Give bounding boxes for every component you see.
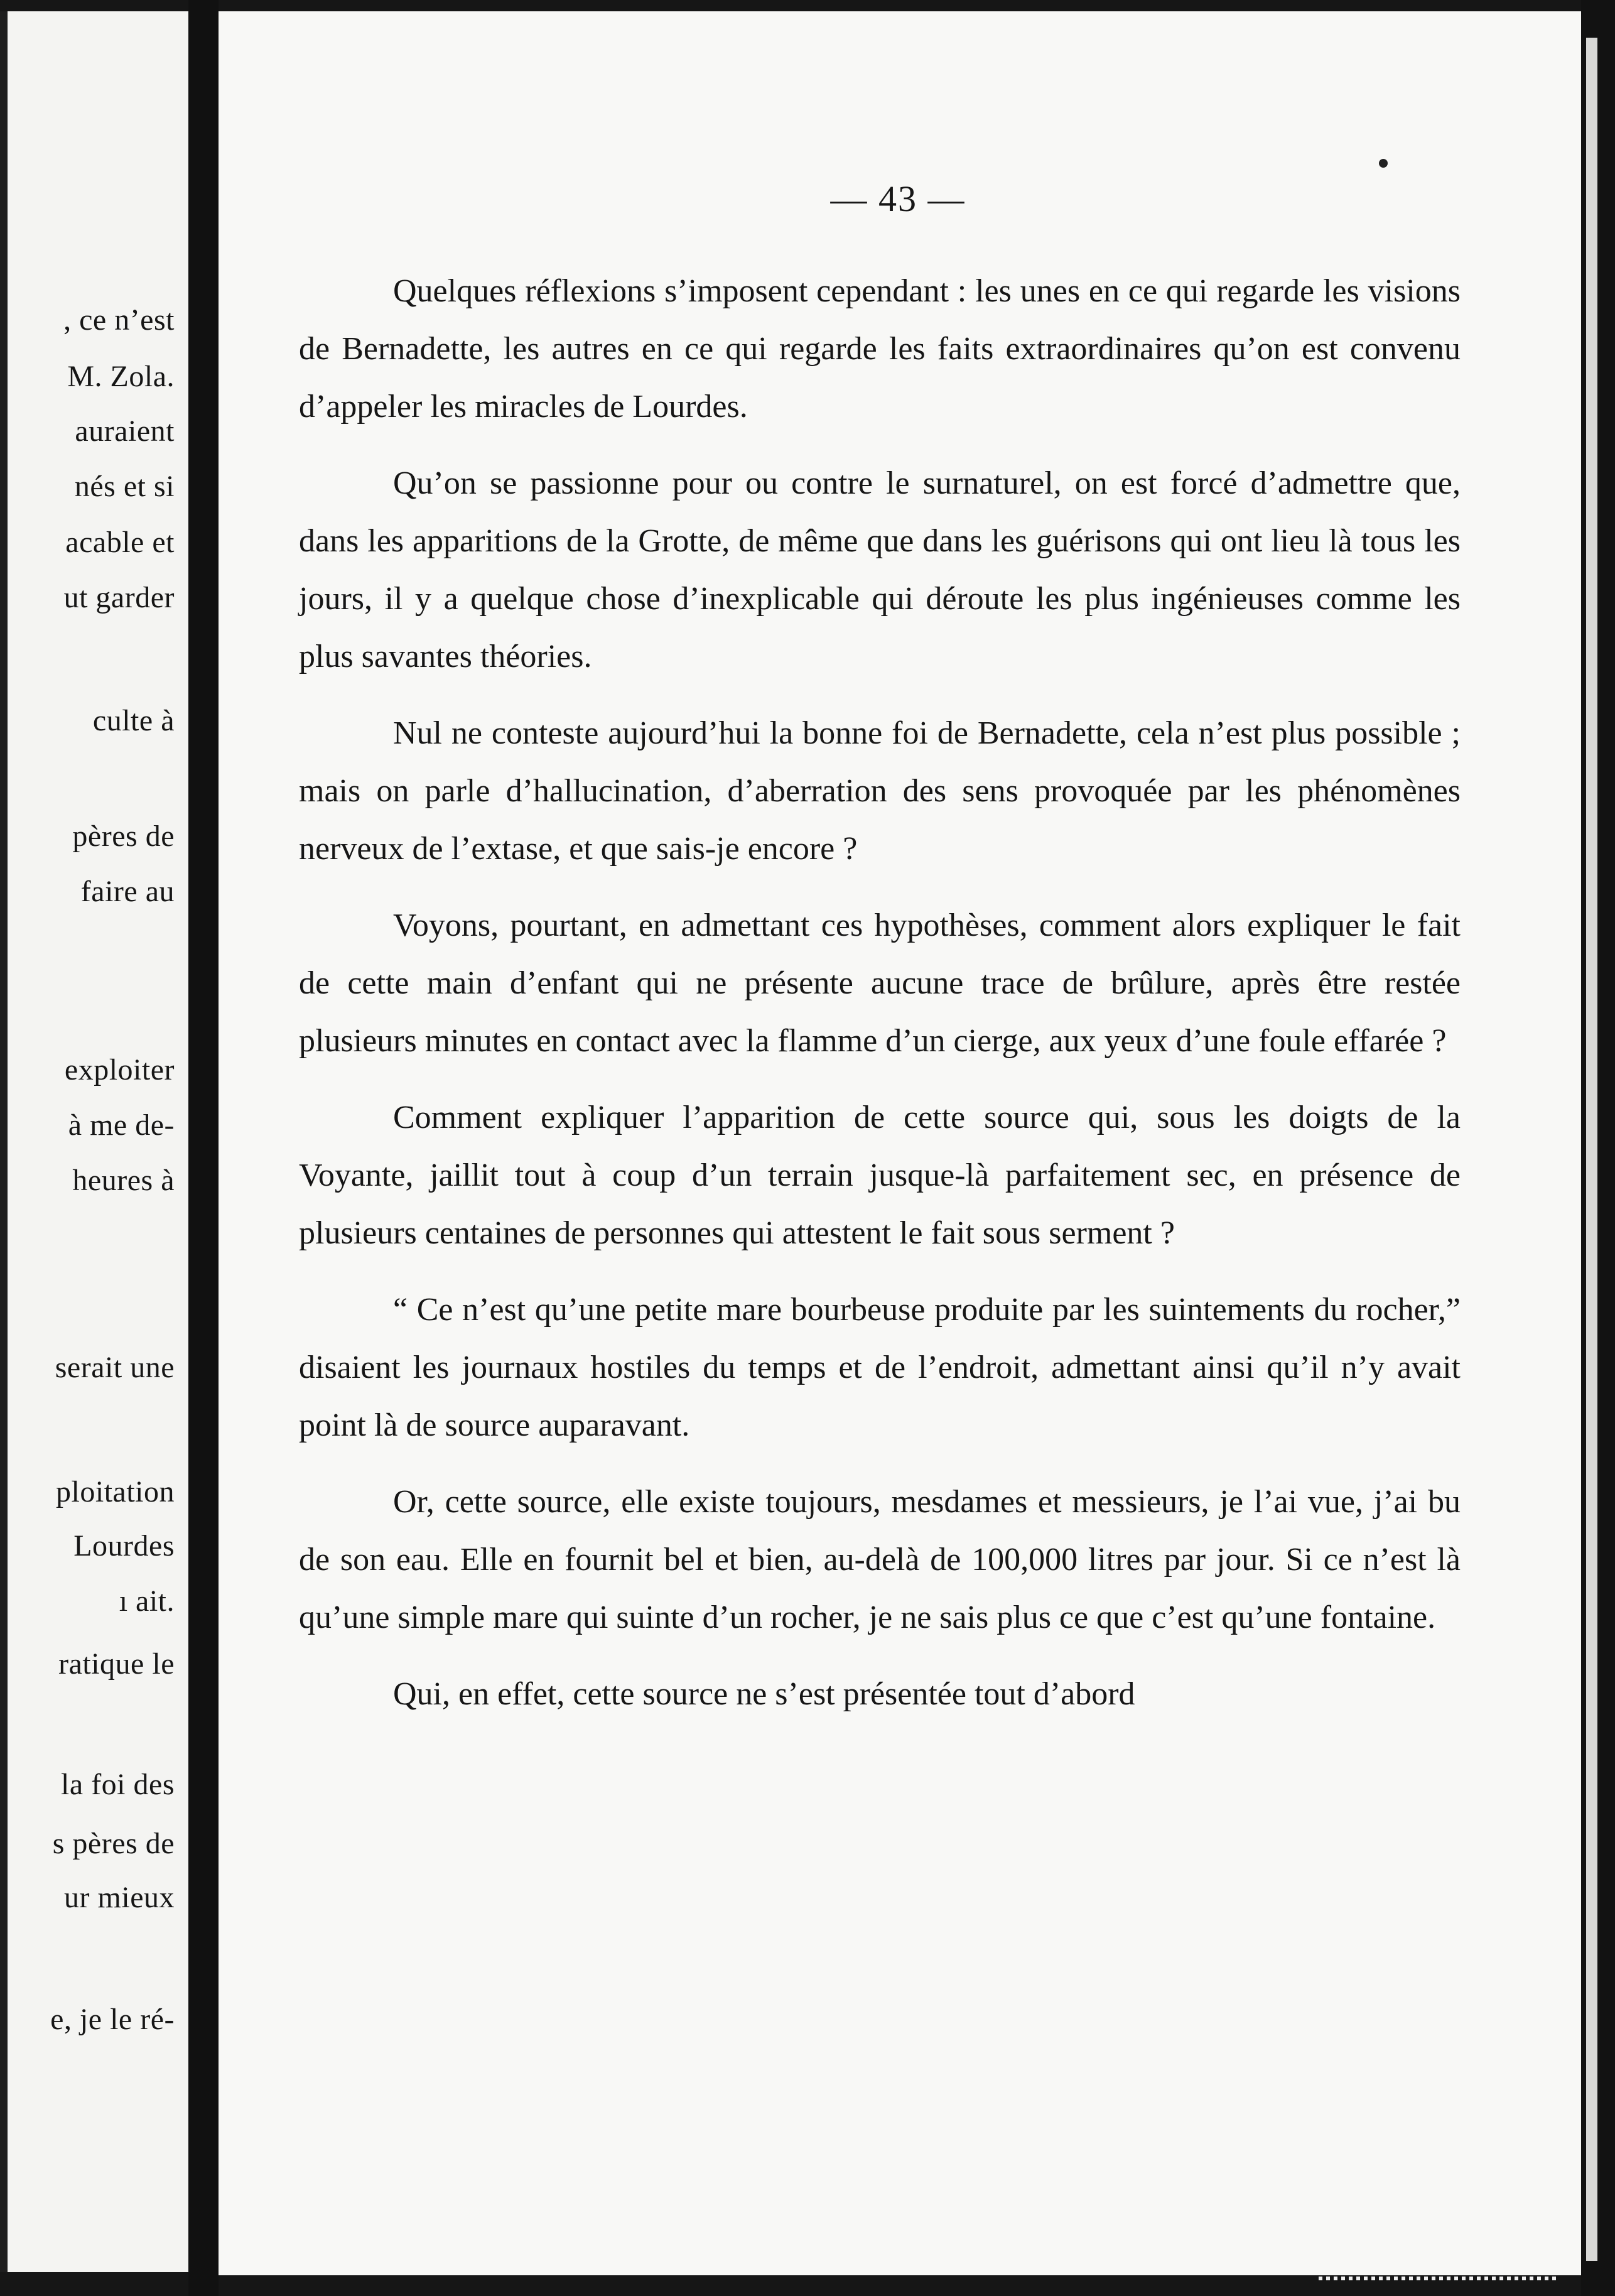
facing-page-line: la foi des <box>61 1768 175 1801</box>
page-body <box>299 263 1461 1742</box>
book-gutter <box>188 0 219 2296</box>
facing-page-line: ur mieux <box>64 1881 175 1914</box>
right-page-edge <box>1581 0 1615 2296</box>
facing-page-line: acable et <box>65 526 175 559</box>
facing-page-line: serait une <box>55 1351 175 1384</box>
paragraph <box>299 455 1461 686</box>
page-edge-highlight <box>1586 38 1597 2261</box>
facing-page-fragment <box>0 11 188 2272</box>
facing-page-line: , ce n’est <box>63 303 175 337</box>
paragraph-text: Comment expliquer l’apparition de cette source qui, sous les doigts de la Voyante, jaillit tout à coup d’un terrain jusque-là parfaitement sec, en présence de plusieurs centaines de personnes qui attestent le fait sous serment ? <box>299 1100 1461 1251</box>
paragraph-text: Quelques réflexions s’imposent cependant : les unes en ce qui regarde les visions de Bernadette, les autres en ce qui regarde les faits extraordinaires qu’on est convenu d’appeler les miracles de Lourdes. <box>299 273 1461 425</box>
paragraph-text: Qu’on se passionne pour ou contre le surnaturel, on est forcé d’admettre que, dans les apparitions de la Grotte, de même que dans les guérisons qui ont lieu là tous les jours, il y a quelque chose d’inexplicable qui déroute les plus ingénieuses comme les plus savantes théories. <box>299 465 1461 674</box>
paragraph-text: Or, cette source, elle existe toujours, mesdames et messieurs, je l’ai vue, j’ai bu de son eau. Elle en fournit bel et bien, au-delà de 100,000 litres par jour. Si ce n’est là qu’une simple mare qui suinte d’un rocher, je ne sais plus ce que c’est qu’une fontaine. <box>299 1484 1461 1635</box>
paragraph-text: Qui, en effet, cette source ne s’est présentée tout d’abord <box>393 1676 1135 1712</box>
facing-page-line: heures à <box>72 1164 175 1197</box>
facing-page-line: ploitation <box>56 1475 175 1508</box>
page-edge-shadow <box>0 11 8 2272</box>
paragraph <box>299 263 1461 436</box>
facing-page-line: nés et si <box>74 470 175 503</box>
paragraph-text: Voyons, pourtant, en admettant ces hypothèses, comment alors expliquer le fait de cette main d’enfant qui ne présente aucune trace de brûlure, après être restée plusieurs minutes en contact avec la flamme d’un cierge, aux yeux d’une foule effarée ? <box>299 907 1461 1059</box>
ink-speck <box>1379 159 1388 168</box>
facing-page-line: ut garder <box>63 581 175 614</box>
facing-page-line: faire au <box>80 875 175 908</box>
paragraph-text: “ Ce n’est qu’une petite mare bourbeuse produite par les suintements du rocher,” disaient les journaux hostiles du temps et de l’endroit, admettant ainsi qu’il n’y avait point là de source auparavant. <box>299 1292 1461 1443</box>
scan-border <box>1319 2277 1557 2280</box>
book-page <box>219 11 1581 2275</box>
facing-page-line: culte à <box>92 704 175 737</box>
facing-page-line: M. Zola. <box>67 360 175 393</box>
facing-page-line: e, je le ré- <box>50 2003 175 2036</box>
facing-page-line: à me de- <box>68 1108 175 1142</box>
paragraph <box>299 1665 1461 1723</box>
paragraph <box>299 705 1461 878</box>
facing-page-line: ı ait. <box>119 1584 175 1618</box>
facing-page-line: s pères de <box>52 1827 175 1860</box>
page-number: — 43 — <box>830 178 966 219</box>
paragraph <box>299 897 1461 1070</box>
paragraph-text: Nul ne conteste aujourd’hui la bonne foi de Bernadette, cela n’est plus possible ; mais on parle d’hallucination, d’aberration des sens provoquée par les phénomènes nerveux de l’extase, et que sais-je encore ? <box>299 715 1461 867</box>
facing-page-line: ratique le <box>58 1647 175 1681</box>
facing-page-line: exploiter <box>64 1053 175 1086</box>
paragraph <box>299 1473 1461 1647</box>
facing-page-line: pères de <box>72 820 175 853</box>
paragraph <box>299 1089 1461 1262</box>
paragraph <box>299 1281 1461 1454</box>
facing-page-line: Lourdes <box>73 1529 175 1562</box>
facing-page-line: auraient <box>75 414 175 448</box>
